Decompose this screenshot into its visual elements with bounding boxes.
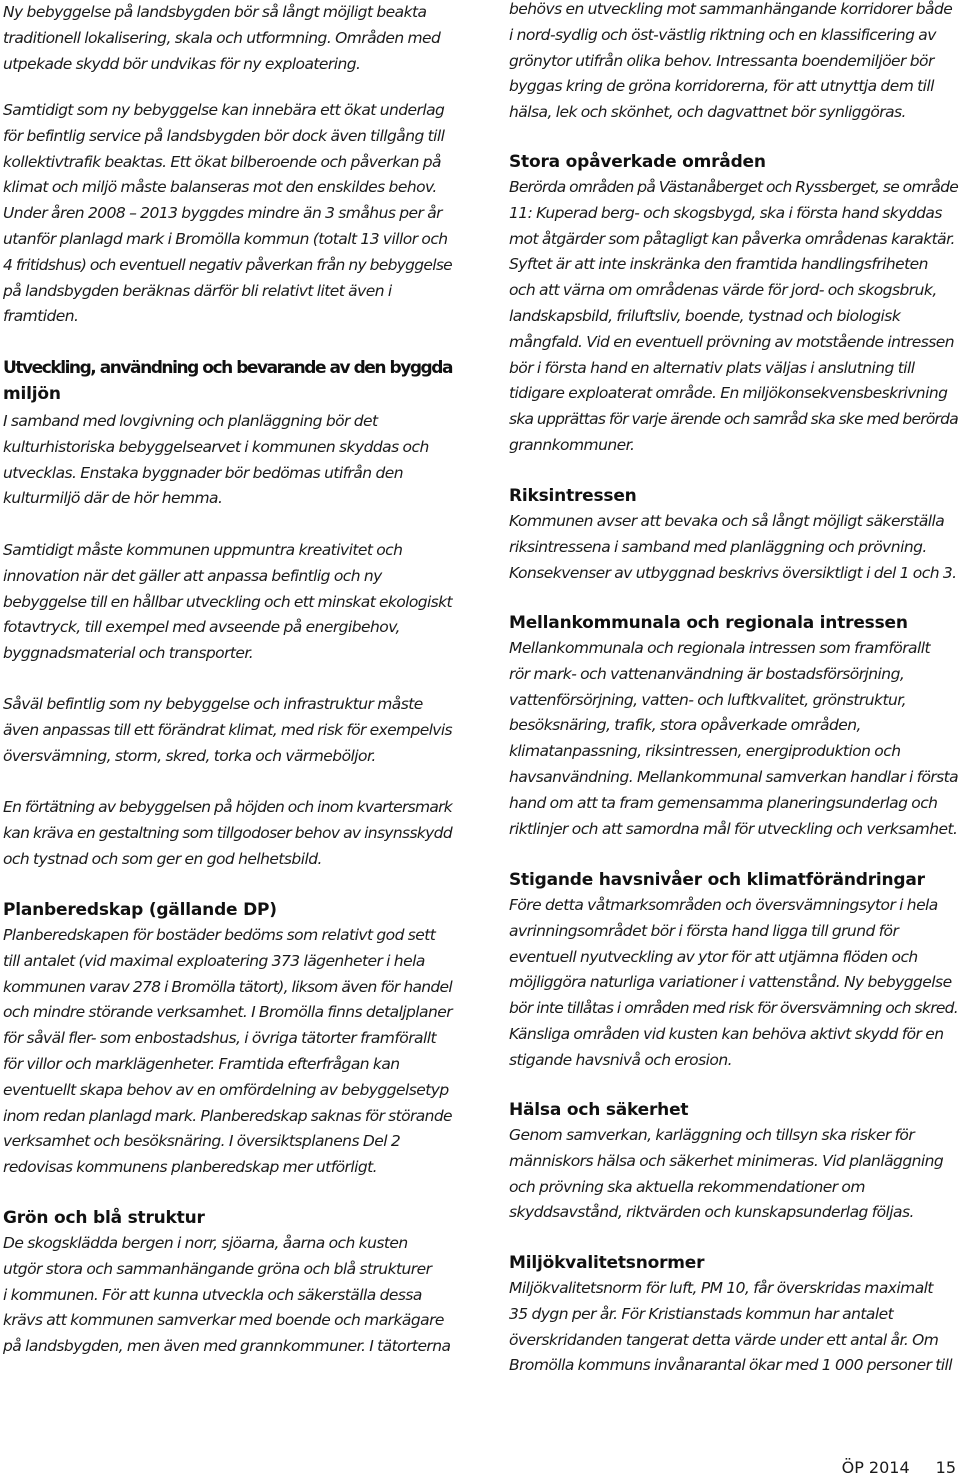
text-line: Berörda områden på Västanåberget och Ryssberget, se område	[509, 178, 958, 196]
text-line: rör mark- och vattenanvändning är bostadsförsörjning,	[509, 664, 905, 683]
text-line: fotavtryck, till exempel med avseende på energibehov,	[3, 618, 400, 637]
text-line: stigande havsnivå och erosion.	[509, 1050, 732, 1069]
text-line: och att värna om områdenas värde för jord- och skogsbruk,	[509, 281, 937, 300]
text-line: översvämning, storm, skred, torka och värmeböljor.	[3, 746, 376, 765]
heading-miljokvalitetsnormer	[509, 1250, 704, 1276]
text-line: Bromölla kommuns invånarantal ökar med 1 000 personer till	[509, 1356, 953, 1375]
paragraph-kreativitet	[3, 538, 452, 667]
text-line: Planberedskap (gällande DP)	[3, 900, 277, 920]
text-line: besöksnäring, trafik, stora opåverkade områden,	[509, 716, 861, 735]
text-line: framtiden.	[3, 307, 79, 326]
text-line: tidigare exploaterat område. En miljökonsekvensbeskrivning	[509, 384, 948, 403]
text-line: Hälsa och säkerhet	[509, 1100, 689, 1120]
text-line: kan kräva en gestaltning som tillgodoser behov av insynsskydd	[3, 823, 452, 842]
page-number: 15	[935, 1458, 956, 1477]
text-line: Planberedskapen för bostäder bedöms som relativt god sett	[3, 926, 436, 944]
text-line: Genom samverkan, karläggning och tillsyn ska risker för	[509, 1126, 915, 1144]
text-line: klimat och miljö måste balanseras mot den enskildes behov.	[3, 178, 437, 197]
heading-halsa-sakerhet	[509, 1097, 688, 1123]
text-line: 11: Kuperad berg- och skogsbygd, ska i första hand skyddas	[509, 203, 942, 222]
heading-utveckling	[3, 355, 452, 407]
text-line: för villor och marklägenheter. Framtida efterfrågan kan	[3, 1054, 400, 1073]
heading-planberedskap	[3, 897, 277, 923]
text-line: bebyggelse till en hållbar utveckling och ett minskat ekologiskt	[3, 592, 452, 611]
text-line: i kommunen. För att kunna utveckla och säkerställa dessa	[3, 1285, 422, 1304]
text-line: Riksintressen	[509, 486, 637, 506]
text-line: på landsbygden beräknas därför bli relativt litet även i	[3, 281, 392, 300]
heading-stigande-havsnivaer	[509, 867, 925, 893]
text-line: utvecklas. Enstaka byggnader bör bedömas utifrån den	[3, 463, 404, 482]
page-footer	[842, 1458, 956, 1478]
text-line: för befintlig service på landsbygden bör dock även tillgång till	[3, 126, 445, 145]
text-line: på landsbygden, men även med grannkommuner. I tätorterna	[3, 1337, 451, 1356]
text-line: möjliggöra naturliga variationer i vattenstånd. Ny bebyggelse	[509, 973, 952, 992]
text-line: Kommunen avser att bevaka och så långt möjligt säkerställa	[509, 512, 945, 530]
text-line: grönytor utifrån olika behov. Intressanta boendemiljöer bör	[509, 51, 934, 70]
text-line: Syftet är att inte inskränka den framtida handlingsfriheten	[509, 255, 928, 274]
text-line: utpekade skydd bör undvikas för ny exploatering.	[3, 54, 361, 73]
paragraph-planberedskap	[3, 923, 452, 1181]
paragraph-miljokvalitetsnormer	[509, 1276, 952, 1379]
text-line: överskridanden tangerat detta värde under ett antal år. Om	[509, 1330, 939, 1349]
paragraph-fortatning	[3, 795, 452, 872]
text-line: Konsekvenser av utbyggnad beskrivs översiktligt i del 1 och 3.	[509, 563, 957, 582]
heading-mellankommunala	[509, 610, 908, 636]
paragraph-klimat	[3, 692, 452, 769]
text-line: i nord-sydlig och öst-västlig riktning och en klassificering av	[509, 25, 936, 44]
text-line: verksamhet och besöksnäring. I översiktsplanens Del 2	[3, 1132, 401, 1151]
text-line: Miljökvalitetsnormer	[509, 1253, 705, 1273]
paragraph-stigande-havsnivaer	[509, 893, 958, 1074]
heading-stora-opaverkade	[509, 149, 766, 175]
text-line: byggas kring de gröna korridorerna, för att utnyttja dem till	[509, 77, 934, 96]
text-line: miljön	[3, 384, 61, 404]
text-line: människors hälsa och säkerhet minimeras. Vid planläggning	[509, 1151, 944, 1170]
text-line: hand om att ta fram gemensamma planeringsunderlag och	[509, 793, 938, 812]
heading-riksintressen	[509, 483, 637, 509]
text-line: landskapsbild, friluftsliv, boende, tystnad och biologisk	[509, 306, 901, 325]
paragraph-service	[3, 98, 452, 330]
document-label: ÖP 2014	[841, 1458, 910, 1477]
paragraph-korridorer	[509, 0, 952, 126]
text-line: Grön och blå struktur	[3, 1208, 205, 1228]
text-line: Samtidigt som ny bebyggelse kan innebära ett ökat underlag	[3, 101, 445, 119]
text-line: En förtätning av bebyggelsen på höjden och inom kvartersmark	[3, 798, 452, 816]
text-line: klimatanpassning, riksintressen, energiproduktion och	[509, 742, 901, 761]
text-line: traditionell lokalisering, skala och utformning. Områden med	[3, 28, 441, 47]
text-line: Mellankommunala och regionala intressen	[509, 613, 908, 633]
heading-gron-bla-struktur	[3, 1205, 205, 1231]
paragraph-intro	[3, 0, 440, 77]
text-line: eventuell nyutveckling av ytor för att utjämna flöden och	[509, 947, 918, 966]
text-line: kollektivtrafik beaktas. Ett ökat bilberoende och påverkan på	[3, 152, 441, 171]
text-line: riktlinjer och att samordna mål för utveckling och verksamhet.	[509, 819, 958, 838]
text-line: Mellankommunala och regionala intressen som framförallt	[509, 639, 931, 657]
text-line: mångfald. Vid en eventuell prövning av motstående intressen	[509, 332, 955, 351]
text-line: även anpassas till ett förändrat klimat, med risk för exempelvis	[3, 720, 452, 739]
text-line: skyddsavstånd, riktvärden och kunskapsunderlag följas.	[509, 1203, 914, 1222]
text-line: och mindre störande verksamhet. I Bromölla finns detaljplaner	[3, 1003, 452, 1022]
paragraph-halsa-sakerhet	[509, 1123, 943, 1226]
text-line: Samtidigt måste kommunen uppmuntra kreativitet och	[3, 541, 403, 559]
text-line: havsanvändning. Mellankommunal samverkan handlar i första	[509, 767, 959, 786]
text-line: behövs en utveckling mot sammanhängande korridorer både	[509, 0, 953, 18]
text-line: och prövning ska aktuella rekommendationer om	[509, 1177, 865, 1196]
text-line: bör i första hand en alternativ plats väljas i anslutning till	[509, 358, 915, 377]
text-line: Stora opåverkade områden	[509, 152, 766, 172]
text-line: mot åtgärder som påtagligt kan påverka områdenas karaktär.	[509, 229, 955, 248]
text-line: innovation när det gäller att anpassa befintlig och ny	[3, 566, 382, 585]
text-line: vattenförsörjning, vatten- och luftkvalitet, grönstruktur,	[509, 690, 907, 709]
text-line: avrinningsområdet bör i första hand ligga till grund för	[509, 921, 899, 940]
text-line: riksintressena i samband med planläggning och prövning.	[509, 537, 927, 556]
text-line: Miljökvalitetsnorm för luft, PM 10, får överskridas maximalt	[509, 1279, 933, 1297]
text-line: för såväl fler- som enbostadshus, i övriga tätorter framförallt	[3, 1029, 437, 1048]
paragraph-mellankommunala	[509, 636, 958, 842]
text-line: hälsa, lek och skönhet, och dagvattnet bör synliggöras.	[509, 103, 906, 122]
text-line: Såväl befintlig som ny bebyggelse och infrastruktur måste	[3, 695, 423, 713]
text-line: eventuellt skapa behov av en omfördelning av bebyggelsetyp	[3, 1080, 449, 1099]
text-line: Under åren 2008 – 2013 byggdes mindre än 3 småhus per år	[3, 204, 443, 223]
text-line: utanför planlagd mark i Bromölla kommun (totalt 13 villor och	[3, 229, 448, 248]
paragraph-riksintressen	[509, 509, 957, 586]
text-line: krävs att kommunen samverkar med boende och markägare	[3, 1311, 444, 1330]
text-line: De skogsklädda bergen i norr, sjöarna, åarna och kusten	[3, 1234, 408, 1252]
paragraph-kultur	[3, 409, 429, 512]
text-line: kommunen varav 278 i Bromölla tätort), liksom även för handel	[3, 977, 452, 996]
paragraph-gron-bla-struktur	[3, 1231, 450, 1360]
text-line: inom redan planlagd mark. Planberedskap saknas för störande	[3, 1106, 452, 1125]
text-line: Känsliga områden vid kusten kan behöva aktivt skydd för en	[509, 1024, 944, 1043]
text-line: utgör stora och sammanhängande gröna och blå strukturer	[3, 1259, 432, 1278]
text-line: ska upprättas för varje ärende och samråd ska ske med berörda	[509, 410, 958, 429]
text-line: kulturhistoriska bebyggelsearvet i kommunen skyddas och	[3, 437, 429, 456]
text-line: Utveckling, användning och bevarande av den byggda	[3, 358, 452, 378]
text-line: till antalet (vid maximal exploatering 373 lägenheter i hela	[3, 951, 425, 970]
text-line: grannkommuner.	[509, 435, 635, 454]
text-line: Stigande havsnivåer och klimatförändringar	[509, 870, 925, 890]
text-line: byggnadsmaterial och transporter.	[3, 644, 254, 663]
text-line: Före detta våtmarksområden och översvämningsytor i hela	[509, 896, 938, 914]
paragraph-stora-opaverkade	[509, 175, 958, 459]
text-line: bör inte tillåtas i områden med risk för översvämning och skred.	[509, 999, 958, 1018]
text-line: 35 dygn per år. För Kristianstads kommun har antalet	[509, 1304, 894, 1323]
text-line: Ny bebyggelse på landsbygden bör så långt möjligt beakta	[3, 3, 427, 21]
text-line: redovisas kommunens planberedskap mer utförligt.	[3, 1158, 378, 1177]
text-line: kulturmiljö där de hör hemma.	[3, 489, 223, 508]
text-line: och tystnad och som ger en god helhetsbild.	[3, 849, 322, 868]
text-line: I samband med lovgivning och planläggning bör det	[3, 412, 378, 430]
text-line: 4 fritidshus) och eventuell negativ påverkan från ny bebyggelse	[3, 255, 452, 274]
